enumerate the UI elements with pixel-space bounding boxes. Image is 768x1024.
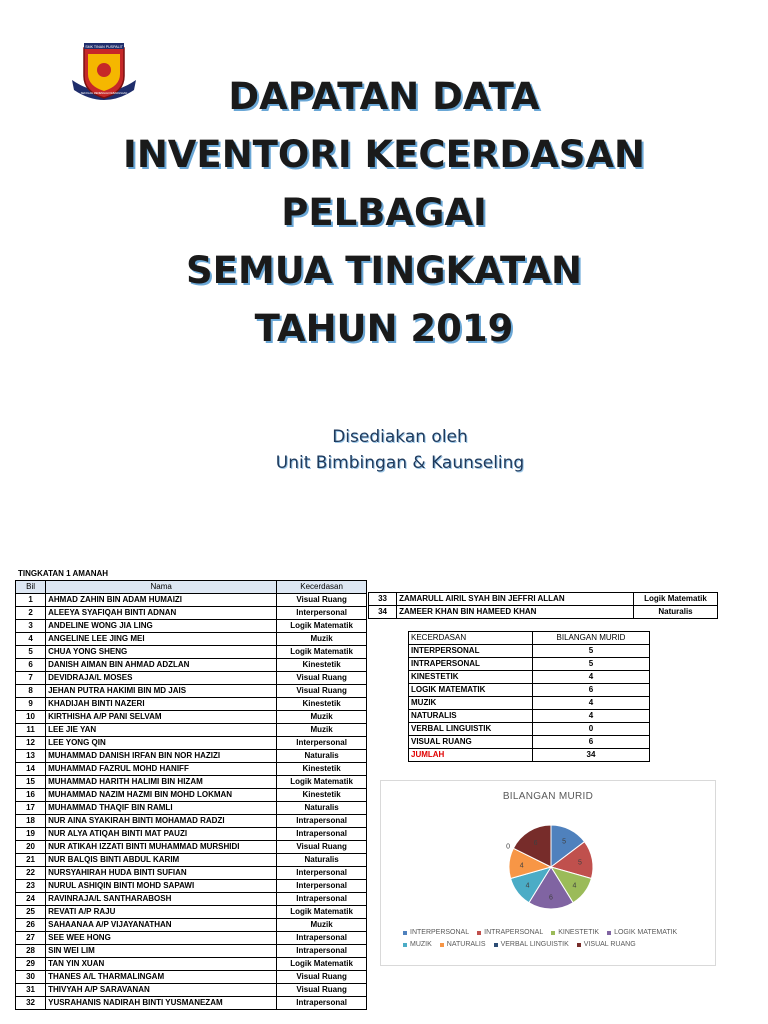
row-bil: 26 [16,919,46,932]
row-kecerdasan: Naturalis [277,854,367,867]
row-nama: KIRTHISHA A/P PANI SELVAM [46,711,277,724]
student-table-continued [368,592,718,619]
row-kecerdasan: Visual Ruang [277,841,367,854]
row-kecerdasan: Kinestetik [277,659,367,672]
summary-kecerdasan: LOGIK MATEMATIK [409,684,533,697]
table-row [16,750,367,763]
row-nama: SIN WEI LIM [46,945,277,958]
summary-row [409,658,650,671]
row-kecerdasan: Naturalis [633,606,717,619]
row-bil: 25 [16,906,46,919]
legend-swatch [403,931,407,935]
row-bil: 13 [16,750,46,763]
summary-count: 0 [533,723,650,736]
row-bil: 9 [16,698,46,711]
summary-header-kecerdasan: KECERDASAN [409,632,533,645]
row-kecerdasan: Muzik [277,919,367,932]
summary-kecerdasan: KINESTETIK [409,671,533,684]
row-nama: NUR ALYA ATIQAH BINTI MAT PAUZI [46,828,277,841]
summary-count: 4 [533,671,650,684]
pie-data-label: 4 [519,862,524,870]
row-bil: 3 [16,620,46,633]
pie-data-label: 0 [506,843,510,851]
summary-row [409,697,650,710]
row-nama: ANDELINE WONG JIA LING [46,620,277,633]
row-nama: NURSYAHIRAH HUDA BINTI SUFIAN [46,867,277,880]
summary-kecerdasan: INTERPERSONAL [409,645,533,658]
summary-total-value: 34 [533,749,650,762]
row-kecerdasan: Naturalis [277,750,367,763]
row-nama: THANES A/L THARMALINGAM [46,971,277,984]
legend-swatch [403,943,407,947]
pie-data-label: 4 [572,882,577,890]
pie-data-label: 6 [533,840,538,848]
row-kecerdasan: Interpersonal [277,880,367,893]
row-bil: 23 [16,880,46,893]
row-bil: 14 [16,763,46,776]
row-bil: 8 [16,685,46,698]
row-bil: 27 [16,932,46,945]
legend-label: INTRAPERSONAL [484,929,544,936]
row-kecerdasan: Intrapersonal [277,932,367,945]
row-kecerdasan: Naturalis [277,802,367,815]
row-bil: 16 [16,789,46,802]
row-kecerdasan: Interpersonal [277,607,367,620]
row-kecerdasan: Visual Ruang [277,594,367,607]
row-kecerdasan: Visual Ruang [277,685,367,698]
summary-table [408,631,650,762]
row-nama: NUR BALQIS BINTI ABDUL KARIM [46,854,277,867]
row-bil: 29 [16,958,46,971]
row-nama: THIVYAH A/P SARAVANAN [46,984,277,997]
legend-row [403,929,715,936]
table-row [16,854,367,867]
row-nama: DANISH AIMAN BIN AHMAD ADZLAN [46,659,277,672]
row-nama: NUR AINA SYAKIRAH BINTI MOHAMAD RADZI [46,815,277,828]
row-nama: LEE JIE YAN [46,724,277,737]
row-nama: MUHAMMAD DANISH IRFAN BIN NOR HAZIZI [46,750,277,763]
summary-kecerdasan: MUZIK [409,697,533,710]
table-row [16,776,367,789]
legend-item [477,929,543,936]
legend-swatch [607,931,611,935]
row-nama: TAN YIN XUAN [46,958,277,971]
table-row [16,932,367,945]
summary-kecerdasan: NATURALIS [409,710,533,723]
row-nama: SEE WEE HONG [46,932,277,945]
chart-title: BILANGAN MURID [502,791,594,802]
row-nama: MUHAMMAD HARITH HALIMI BIN HIZAM [46,776,277,789]
legend-label: KINESTETIK [558,929,600,936]
legend-label: NATURALIS [446,941,486,948]
table-row [16,672,367,685]
table-row [16,659,367,672]
legend-item [577,941,636,948]
table-row [16,893,367,906]
row-bil: 31 [16,984,46,997]
legend-swatch [440,943,444,947]
row-nama: CHUA YONG SHENG [46,646,277,659]
row-kecerdasan: Kinestetik [277,763,367,776]
row-kecerdasan: Intrapersonal [277,828,367,841]
row-bil: 19 [16,828,46,841]
prepared-by-line: Disediakan oleh [332,427,468,447]
row-nama: LEE YONG QIN [46,737,277,750]
header-nama: Nama [46,581,277,594]
pie-data-label: 4 [525,882,530,890]
row-nama: DEVIDRAJA/L MOSES [46,672,277,685]
summary-row [409,645,650,658]
header-kecerdasan: Kecerdasan [277,581,367,594]
row-kecerdasan: Muzik [277,711,367,724]
page-title [0,68,768,358]
student-table [15,580,367,1010]
row-kecerdasan: Intrapersonal [277,997,367,1010]
row-nama: NURUL ASHIQIN BINTI MOHD SAPAWI [46,880,277,893]
table-row [16,685,367,698]
table-row [16,646,367,659]
prepared-by-unit: Unit Bimbingan & Kaunseling [275,453,525,473]
table-row [16,633,367,646]
table-row [16,594,367,607]
row-kecerdasan: Muzik [277,724,367,737]
row-kecerdasan: Logik Matematik [277,776,367,789]
table-row [16,906,367,919]
row-kecerdasan: Logik Matematik [277,958,367,971]
legend-item [403,941,432,948]
pie-data-label: 6 [549,894,553,902]
title-line: INVENTORI KECERDASAN [123,133,645,176]
row-bil: 30 [16,971,46,984]
row-bil: 21 [16,854,46,867]
row-bil: 11 [16,724,46,737]
row-nama: AHMAD ZAHIN BIN ADAM HUMAIZI [46,594,277,607]
row-kecerdasan: Logik Matematik [277,620,367,633]
row-nama: RAVINRAJA/L SANTHARABOSH [46,893,277,906]
summary-row [409,723,650,736]
class-label: TINGKATAN 1 AMANAH [18,569,109,578]
row-kecerdasan: Kinestetik [277,698,367,711]
row-bil: 34 [369,606,397,619]
row-kecerdasan: Logik Matematik [633,593,717,606]
title-line: SEMUA TINGKATAN [186,249,582,292]
table-row [16,880,367,893]
table-row [16,919,367,932]
summary-row [409,684,650,697]
row-bil: 15 [16,776,46,789]
legend-item [440,941,486,948]
row-nama: YUSRAHANIS NADIRAH BINTI YUSMANEZAM [46,997,277,1010]
table-row [16,958,367,971]
row-kecerdasan: Intrapersonal [277,945,367,958]
table-row [16,724,367,737]
legend-row [403,941,715,948]
row-nama: MUHAMMAD THAQIF BIN RAMLI [46,802,277,815]
row-kecerdasan: Intrapersonal [277,893,367,906]
row-bil: 18 [16,815,46,828]
summary-kecerdasan: INTRAPERSONAL [409,658,533,671]
row-bil: 24 [16,893,46,906]
summary-count: 5 [533,645,650,658]
table-row [16,867,367,880]
row-kecerdasan: Visual Ruang [277,984,367,997]
pie-data-label: 5 [562,838,567,846]
legend-label: INTERPERSONAL [410,929,470,936]
table-row [369,593,718,606]
crest-banner-text: SMK TINAN PUSPALIT [85,45,123,49]
legend-label: MUZIK [410,941,432,948]
legend-label: LOGIK MATEMATIK [614,929,678,936]
summary-row [409,710,650,723]
row-nama: MUHAMMAD FAZRUL MOHD HANIFF [46,763,277,776]
table-row [16,711,367,724]
summary-row [409,736,650,749]
summary-count: 4 [533,710,650,723]
prepared-by [0,424,768,476]
title-line: PELBAGAI [281,191,487,234]
summary-count: 6 [533,736,650,749]
legend-item [551,929,599,936]
row-bil: 12 [16,737,46,750]
table-row [16,815,367,828]
row-bil: 20 [16,841,46,854]
summary-count: 4 [533,697,650,710]
title-line: DAPATAN DATA [228,75,540,118]
row-nama: ZAMEER KHAN BIN HAMEED KHAN [397,606,634,619]
summary-total-row [409,749,650,762]
row-nama: SAHAANAA A/P VIJAYANATHAN [46,919,277,932]
row-nama: ALEEYA SYAFIQAH BINTI ADNAN [46,607,277,620]
legend-swatch [494,943,498,947]
table-row [16,737,367,750]
legend-label: VERBAL LINGUISTIK [500,941,569,948]
row-nama: ZAMARULL AIRIL SYAH BIN JEFFRI ALLAN [397,593,634,606]
row-bil: 1 [16,594,46,607]
table-row [16,620,367,633]
row-kecerdasan: Interpersonal [277,867,367,880]
row-nama: ANGELINE LEE JING MEI [46,633,277,646]
row-bil: 17 [16,802,46,815]
legend-swatch [477,931,481,935]
row-bil: 5 [16,646,46,659]
row-bil: 7 [16,672,46,685]
row-kecerdasan: Muzik [277,633,367,646]
row-kecerdasan: Interpersonal [277,737,367,750]
row-nama: KHADIJAH BINTI NAZERI [46,698,277,711]
row-bil: 28 [16,945,46,958]
row-bil: 22 [16,867,46,880]
pie-chart [380,780,716,966]
chart-legend [403,929,715,953]
summary-count: 5 [533,658,650,671]
crest-ribbon-text: SEKOLAH MENENGAH KEBANGSAAN [80,92,128,95]
row-kecerdasan: Kinestetik [277,789,367,802]
table-row [16,828,367,841]
legend-swatch [577,943,581,947]
summary-header-row [409,632,650,645]
summary-header-bilangan: BILANGAN MURID [533,632,650,645]
row-kecerdasan: Visual Ruang [277,971,367,984]
summary-kecerdasan: VISUAL RUANG [409,736,533,749]
row-bil: 4 [16,633,46,646]
row-nama: MUHAMMAD NAZIM HAZMI BIN MOHD LOKMAN [46,789,277,802]
row-nama: REVATI A/P RAJU [46,906,277,919]
table-row [16,698,367,711]
legend-swatch [551,931,555,935]
summary-count: 6 [533,684,650,697]
row-bil: 32 [16,997,46,1010]
row-kecerdasan: Visual Ruang [277,672,367,685]
table-row [16,984,367,997]
pie-data-label: 5 [577,859,582,867]
summary-kecerdasan: VERBAL LINGUISTIK [409,723,533,736]
table-header-row [16,581,367,594]
table-row [16,997,367,1010]
header-bil: Bil [16,581,46,594]
row-nama: NUR ATIKAH IZZATI BINTI MUHAMMAD MURSHIDI [46,841,277,854]
legend-item [607,929,677,936]
table-row [16,763,367,776]
legend-item [494,941,569,948]
legend-label: VISUAL RUANG [583,941,636,948]
table-row [369,606,718,619]
summary-total-label: JUMLAH [409,749,533,762]
row-kecerdasan: Logik Matematik [277,646,367,659]
table-row [16,971,367,984]
table-row [16,802,367,815]
row-nama: JEHAN PUTRA HAKIMI BIN MD JAIS [46,685,277,698]
table-row [16,945,367,958]
table-row [16,607,367,620]
title-line: TAHUN 2019 [254,307,514,350]
table-row [16,841,367,854]
row-kecerdasan: Intrapersonal [277,815,367,828]
row-bil: 6 [16,659,46,672]
table-row [16,789,367,802]
legend-item [403,929,469,936]
row-bil: 33 [369,593,397,606]
summary-row [409,671,650,684]
pie-chart-svg [381,781,715,931]
row-kecerdasan: Logik Matematik [277,906,367,919]
row-bil: 2 [16,607,46,620]
row-bil: 10 [16,711,46,724]
